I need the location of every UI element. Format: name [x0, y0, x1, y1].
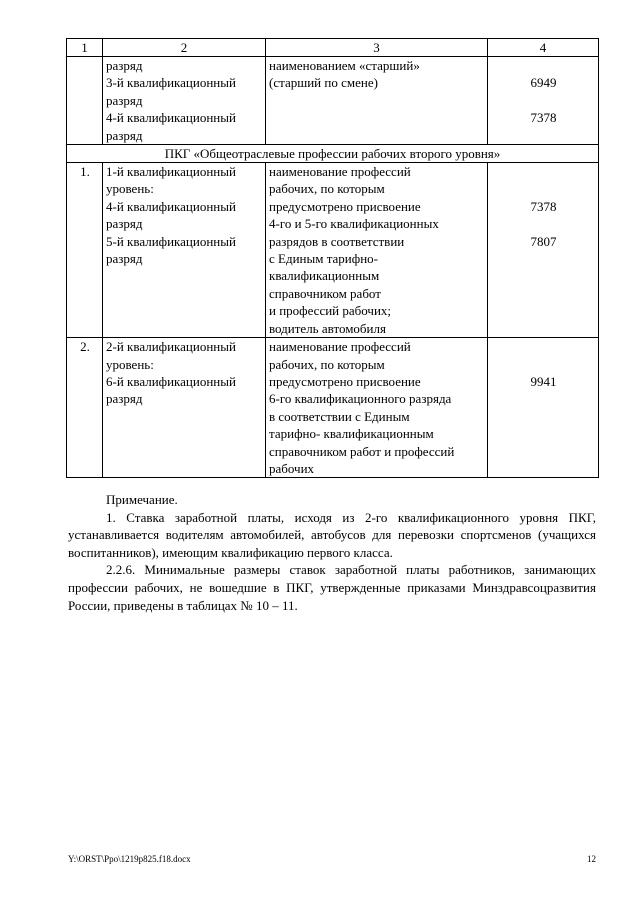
salary-table — [66, 38, 599, 478]
cell-line: в соответствии с Единым — [269, 408, 410, 424]
profession-cell — [266, 338, 488, 478]
cell-line: наименованием «старший» — [269, 58, 420, 73]
rate-cell — [488, 163, 599, 338]
rate-value: 7378 — [530, 198, 557, 214]
table-row — [67, 163, 599, 338]
cell-line: квалификационным — [269, 268, 380, 284]
profession-cell — [266, 163, 488, 338]
cell-line: разряд — [106, 216, 143, 232]
table-row — [67, 338, 599, 478]
cell-line: разряд — [106, 58, 143, 73]
cell-line: и профессий рабочих; — [269, 303, 392, 319]
profession-cell — [266, 57, 488, 145]
rate-value: 6949 — [530, 75, 557, 91]
rate-cell — [488, 338, 599, 478]
cell-line: предусмотрено присвоение — [269, 198, 421, 214]
rate-value: 7378 — [530, 110, 557, 126]
cell-line: уровень: — [106, 356, 154, 372]
rate-cell — [488, 57, 599, 145]
rate-value: 9941 — [530, 373, 557, 389]
rate-value: 7807 — [530, 233, 557, 249]
cell-line: разряд — [106, 127, 143, 143]
group-title-row — [67, 145, 599, 163]
header-cell-2: 2 — [103, 39, 266, 57]
cell-line: водитель автомобиля — [269, 320, 386, 336]
note-item-2: 2.2.6. Минимальные размеры ставок заработной платы работников, занимающих профессии рабочих, не вошедшие в ПКГ, утвержденные приказами Минздравсоцразвития России, приведены в таблицах № 10 – 11. — [68, 562, 596, 613]
cell-line: разряд — [106, 251, 143, 267]
cell-line: 5-й квалификационный — [106, 233, 236, 249]
notes-title: Примечание. — [106, 492, 178, 507]
cell-line: разряд — [106, 92, 143, 108]
cell-line: 6-го квалификационного разряда — [269, 391, 452, 407]
row-number-cell — [67, 57, 103, 145]
cell-line: 2-й квалификационный — [106, 339, 236, 355]
cell-line: справочником работ — [269, 285, 381, 301]
header-cell-3: 3 — [266, 39, 488, 57]
note-item-1: 1. Ставка заработной платы, исходя из 2-го квалификационного уровня ПКГ, устанавливается водителям автомобилей, автобусов для перевозки спортсменов (учащихся воспитанников), имеющим квалификацию первого класса. — [68, 509, 596, 560]
qualification-cell — [103, 163, 266, 338]
cell-line: рабочих — [269, 460, 315, 476]
qualification-cell — [103, 57, 266, 145]
cell-line: с Единым тарифно- — [269, 251, 378, 267]
cell-line: уровень: — [106, 181, 154, 197]
cell-line: предусмотрено присвоение — [269, 373, 421, 389]
qualification-cell — [103, 338, 266, 478]
page-number: 12 — [587, 854, 596, 864]
cell-line: 4-й квалификационный — [106, 110, 236, 126]
cell-line: рабочих, по которым — [269, 356, 385, 372]
table-header-row — [67, 39, 599, 57]
header-cell-1: 1 — [67, 39, 103, 57]
group-title: ПКГ «Общеотраслевые профессии рабочих второго уровня» — [67, 145, 599, 163]
cell-line: тарифно- квалификационным — [269, 426, 434, 442]
cell-line: наименование профессий — [269, 339, 411, 355]
notes-section — [68, 491, 596, 614]
table-row-continuation — [67, 57, 599, 145]
cell-line: справочником работ и профессий — [269, 443, 455, 459]
cell-line: разряд — [106, 391, 143, 407]
cell-line: 4-й квалификационный — [106, 198, 236, 214]
cell-line: 6-й квалификационный — [106, 373, 236, 389]
file-path: Y:\ORST\Ppo\1219p825.f18.docx — [68, 854, 191, 864]
row-number-cell: 1. — [67, 163, 103, 338]
cell-line: наименование профессий — [269, 164, 411, 180]
cell-line: рабочих, по которым — [269, 181, 385, 197]
cell-line: разрядов в соответствии — [269, 233, 405, 249]
cell-line: 4-го и 5-го квалификационных — [269, 216, 439, 232]
cell-line: 3-й квалификационный — [106, 75, 236, 91]
header-cell-4: 4 — [488, 39, 599, 57]
row-number-cell: 2. — [67, 338, 103, 478]
cell-line: 1-й квалификационный — [106, 164, 236, 180]
cell-line: (старший по смене) — [269, 75, 378, 91]
